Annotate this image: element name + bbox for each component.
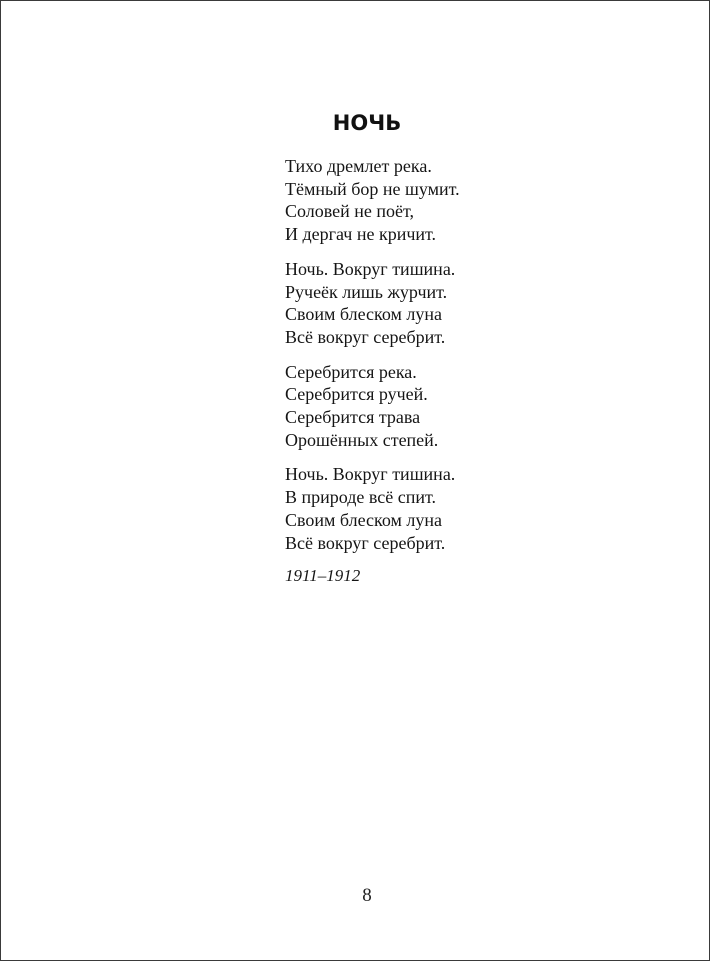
stanza-4 bbox=[285, 463, 460, 554]
stanza-3 bbox=[285, 361, 460, 452]
poem-date: 1911–1912 bbox=[285, 566, 361, 585]
poem-line: Ночь. Вокруг тишина. bbox=[285, 464, 456, 485]
poem-line: Всё вокруг серебрит. bbox=[285, 532, 446, 553]
poem-line: Ручеёк лишь журчит. bbox=[285, 281, 448, 302]
poem-line: Орошённых степей. bbox=[285, 429, 439, 450]
poem-line: Своим блеском луна bbox=[285, 304, 443, 325]
stanza-2 bbox=[285, 258, 460, 349]
poem-line: Своим блеском луна bbox=[285, 509, 443, 530]
poem-body bbox=[285, 155, 460, 566]
poem-title: НОЧЬ bbox=[332, 111, 402, 135]
poem-line: Тихо дремлет река. bbox=[285, 156, 432, 176]
page-number: 8 bbox=[362, 885, 372, 906]
poem-line: Тёмный бор не шумит. bbox=[285, 178, 460, 199]
poem-line: Всё вокруг серебрит. bbox=[285, 326, 446, 347]
poem-line: И дергач не кричит. bbox=[285, 224, 437, 245]
poem-line: Соловей не поёт, bbox=[285, 201, 415, 222]
poem-line: Серебрится трава bbox=[285, 407, 421, 428]
poem-line: Серебрится река. bbox=[285, 361, 417, 382]
poem-line: Серебрится ручей. bbox=[285, 384, 428, 405]
poem-line: Ночь. Вокруг тишина. bbox=[285, 258, 456, 279]
poem-line: В природе всё спит. bbox=[285, 487, 437, 508]
stanza-1 bbox=[285, 155, 460, 246]
